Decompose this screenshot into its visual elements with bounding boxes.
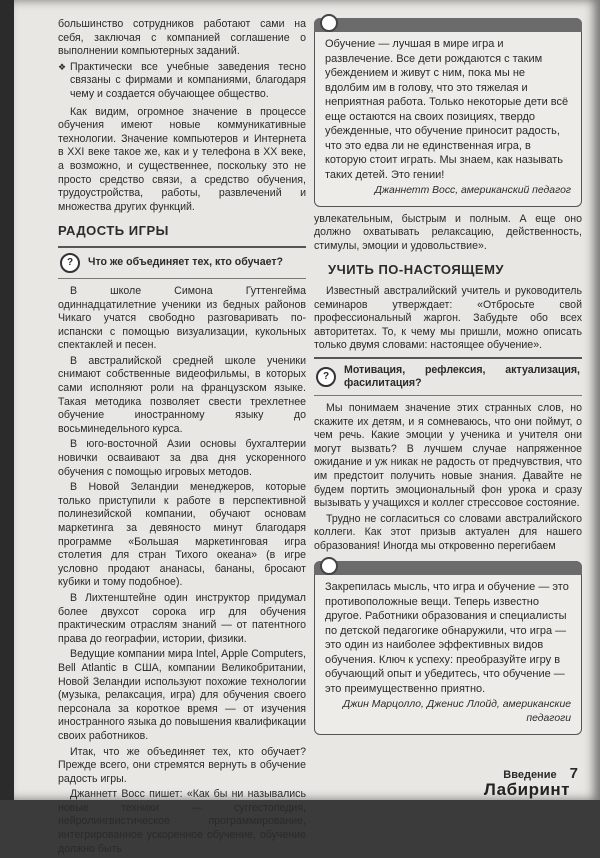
- page-number: 7: [569, 765, 578, 782]
- paragraph: Известный австралийский учитель и руководитель семинаров утверждает: «Отбросьте свой профессиональный жаргон. Забудьте обо всех авторитетах. То, к чему мы пришли, можно описать только двумя словами: настоящее обучение».: [314, 284, 582, 352]
- quote-icon: [320, 557, 338, 575]
- paragraph: В юго-восточной Азии основы бухгалтерии новички осваивают за два дня ускоренного обучения с помощью игровых методов.: [58, 438, 306, 478]
- section-heading: РАДОСТЬ ИГРЫ: [58, 223, 169, 239]
- paragraph: Мы понимаем значение этих странных слов, но скажите их детям, и я сомневаюсь, что они поймут, о чем речь. Какие эмоции у ученика и учителя они могут вызвать? В лучшем случае напряженное ожидание и уж никак не радость от предчувствия, что им предстоит получить новые знания. Давайте не будем портить эмоциональный фон урока и сразу вызывать у учащихся и коллег стрессовое состояние.: [314, 401, 582, 510]
- quote-icon: [320, 14, 338, 32]
- quote-text: Обучение — лучшая в мире игра и развлечение. Все дети рождаются с таким убеждением и живут с ним, пока мы не вдолбим им в голову, что это тяжелая и неприятная работа. Только некоторые дети всё еще остаются на своих позициях, твердо убежденные, что обучение приносит радость, что это едва ли не единственная игра, в которую стоит играть. Мы знаем, как называть таких детей. Это гении!: [325, 38, 569, 181]
- quote-box: [314, 561, 582, 734]
- question-bar: [58, 246, 306, 279]
- paragraph: В Лихтенштейне один инструктор придумал более двухсот сорока игр для обучения практическим отраслям знаний — от патентного права до географии, истории, физики.: [58, 591, 306, 645]
- question-icon: ?: [316, 367, 336, 387]
- intro-text: большинство сотрудников работают сами на себя, заключая с компанией соглашение о выполнении компьютерных заданий.: [58, 18, 306, 58]
- paragraph: В школе Симона Гуттенгейма одиннадцатилетние ученики из бедных районов Чикаго учатся свободно разговаривать по-испански с помощью визуализации, кукольных спектаклей и песен.: [58, 284, 306, 352]
- quote-author: Джин Марцолло, Дженис Ллойд, американские педагоги: [342, 699, 571, 725]
- paragraph: В австралийской средней школе ученики снимают собственные видеофильмы, в которых сами исполняют роли на французском языке. Такая методика позволяет свести трехлетнее обучение иностранному языку до восьминедельного курса.: [58, 354, 306, 435]
- paragraph: В Новой Зеландии менеджеров, которые только приступили к работе в перспективной полинезийской компании, обучают основам маркетинга за девяносто минут благодаря программе «Большая маркетинговая игра столетия для стран Тихого океана» (в игре условно продают ананасы, бананы, бросают кубики и тому подобное).: [58, 481, 306, 589]
- paragraph: Трудно не согласиться со словами австралийского коллеги. Как этот призыв актуален для нашего образования! Иногда мы откровенно перегибаем: [314, 512, 582, 552]
- paragraph: Джаннетт Восс пишет: «Как бы ни назывались новые техники — суггестопедия, нейролингвистическое программирование, интегрированное ускоренное обучение, обучение должно быть: [58, 788, 306, 855]
- quote-text: Закрепилась мысль, что игра и обучение — это противоположные вещи. Теперь известно другое. Работники образования и специалисты по детской педагогике обнаружили, что игра — это один из наиболее эффективных видов обучения. Ключ к успеху: преобразуйте игру в обучающий опыт и убедитесь, что обучение — это преимущественно приятно.: [325, 581, 569, 695]
- paragraph: Ведущие компании мира Intel, Apple Computers, Bell Atlantic в США, компании Великобритании, Новой Зеландии используют похожие технологии (музыка, релаксация, игра) для обучения своего персонала за короткое время — от изучения иностранного языка до повышения квалификации своих работников.: [58, 648, 306, 742]
- section-label: Введение: [503, 769, 557, 781]
- question-text: Что же объединяет тех, кто обучает?: [88, 256, 284, 269]
- book-page: [14, 0, 600, 855]
- paragraph: Как видим, огромное значение в процессе обучения имеют новые коммуникативные технологии. Значение компьютеров и Интернета в XXI веке такое же, как и у телефона в XX веке, а возможно, и существеннее, поскольку это не просто средство связи, а средство обучения, трудоустройства, работы, развлечений и множества других функций.: [58, 105, 306, 213]
- paragraph: увлекательным, быстрым и полным. А еще оно должно охватывать релаксацию, действенность, стимулы, эмоции и удовольствие».: [314, 212, 582, 252]
- question-icon: ?: [60, 253, 80, 273]
- question-bar: [314, 357, 582, 396]
- paragraph: Итак, что же объединяет тех, кто обучает? Прежде всего, они стремятся вернуть в обучение радость игры.: [58, 745, 306, 785]
- bullet-list: [58, 61, 306, 102]
- quote-author: Джаннетт Восс, американский педагог: [374, 185, 571, 196]
- bullet-item: ❖ Практически все учебные заведения тесно связаны с фирмами и компаниями, благодаря чему и создается обучающее общество.: [70, 61, 306, 102]
- left-column: [58, 18, 306, 858]
- watermark-logo: Лабиринт: [483, 780, 570, 799]
- right-column: [314, 18, 582, 735]
- question-text: Мотивация, рефлексия, актуализация, фасилитация?: [344, 363, 580, 389]
- book-spine: [0, 0, 14, 800]
- quote-box: [314, 18, 582, 207]
- section-heading: УЧИТЬ ПО-НАСТОЯЩЕМУ: [328, 262, 504, 278]
